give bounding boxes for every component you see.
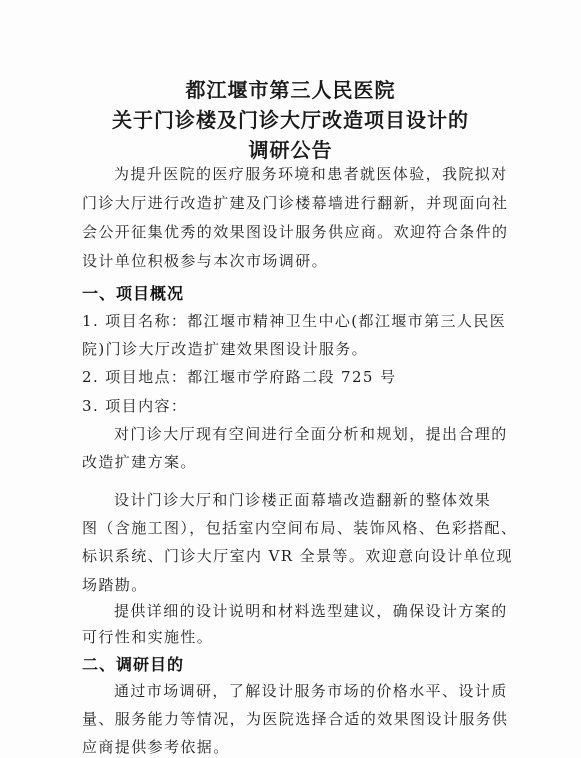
purpose-paragraph-line: 应商提供参考依据。 [82,738,230,756]
section-heading-purpose: 二、调研目的 [82,655,185,674]
content-paragraph-line: 提供详细的设计说明和材料选型建议，确保设计方案的 [114,602,508,620]
content-paragraph-line: 场踏勘。 [82,576,148,594]
purpose-paragraph-line: 通过市场调研，了解设计服务市场的价格水平、设计质 [114,682,508,700]
content-paragraph-line: 图（含施工图），包括室内空间布局、装饰风格、色彩搭配、 [82,519,518,537]
item-project-content: 3. 项目内容： [82,397,188,415]
document-title-line-1: 都江堰市第三人民医院 [185,78,396,102]
content-paragraph-line: 标识系统、门诊大厅室内 VR 全景等。欢迎意向设计单位现 [82,547,513,565]
intro-line: 为提升医院的医疗服务环境和患者就医体验，我院拟对 [114,165,508,183]
document-title-line-3: 调研公告 [248,138,333,162]
item-project-name-line: 1. 项目名称：都江堰市精神卫生中心(都江堰市第三人民医 [82,312,507,330]
content-paragraph-line: 对门诊大厅现有空间进行全面分析和规划，提出合理的 [114,425,508,443]
section-heading-overview: 一、项目概况 [82,284,185,303]
item-project-name-line: 院)门诊大厅改造扩建效果图设计服务。 [82,340,369,358]
purpose-paragraph-line: 量、服务能力等情况，为医院选择合适的效果图设计服务供 [82,710,509,728]
intro-line: 设计单位积极参与本次市场调研。 [82,252,329,270]
document-title-line-2: 关于门诊楼及门诊大厅改造项目设计的 [112,108,469,132]
item-project-location: 2. 项目地点：都江堰市学府路二段 725 号 [82,368,397,386]
intro-line: 门诊大厅进行改造扩建及门诊楼幕墙进行翻新，并现面向社 [82,194,509,212]
content-paragraph-line: 改造扩建方案。 [82,453,197,471]
content-paragraph-line: 设计门诊大厅和门诊楼正面幕墙改造翻新的整体效果 [114,491,492,509]
intro-line: 会公开征集优秀的效果图设计服务供应商。欢迎符合条件的 [82,223,509,241]
content-paragraph-line: 可行性和实施性。 [82,628,214,646]
